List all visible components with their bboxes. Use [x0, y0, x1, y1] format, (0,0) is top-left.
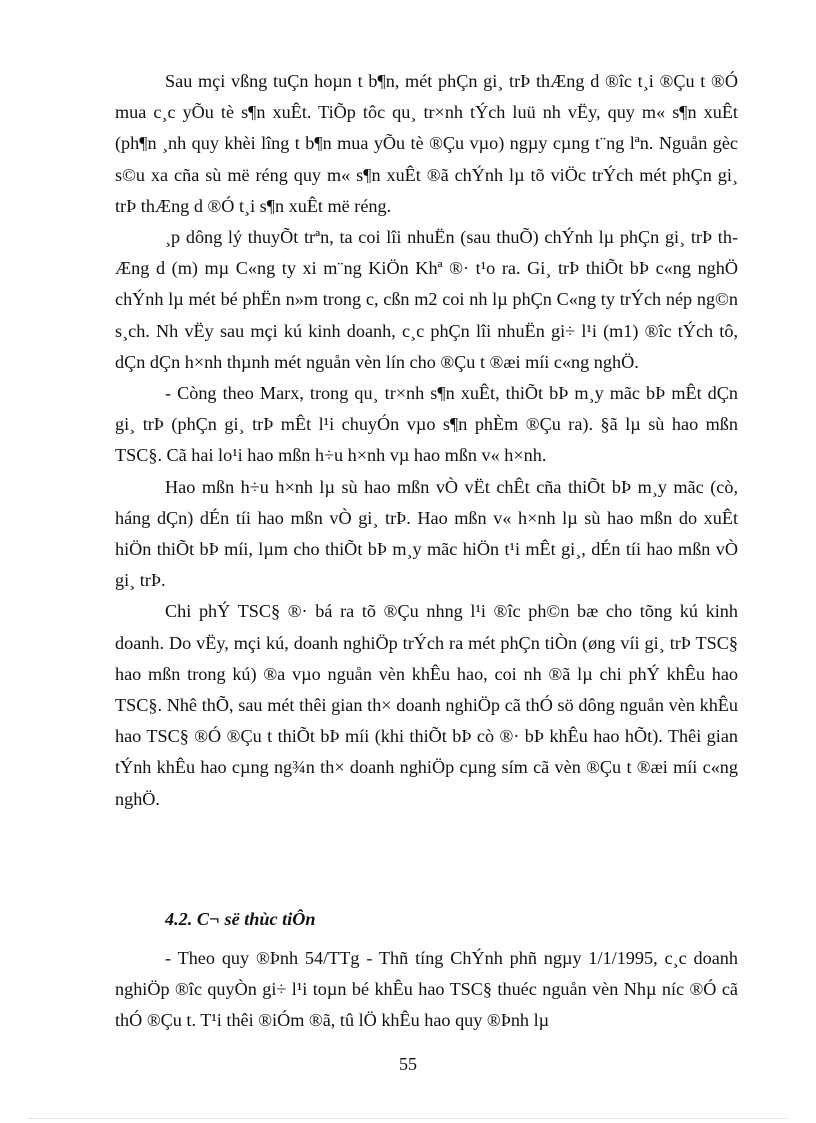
section-heading: 4.2. C¬ së thùc tiÔn — [165, 909, 316, 929]
paragraph-6: - Theo quy ®Þnh 54/TTg - Thñ tíng ChÝnh phñ ngµy 1/1/1995, c¸c doanh nghiÖp ®îc quyÒn gi÷ l¹i toµn bé khÊu hao TSC§ thuéc nguån vèn Nhµ níc ®Ó cã thÓ ®Çu t. T¹i thêi ®iÓm ®ã, tû lÖ khÊu hao quy ®Þnh lµ — [115, 948, 738, 1031]
paragraph-4: Hao mßn h÷u h×nh lµ sù hao mßn vÒ vËt chÊt cña thiÕt bÞ m¸y mãc (cò, háng dÇn) dÉn tíi hao mßn vÒ gi¸ trÞ. Hao mßn v« h×nh lµ sù hao mßn do xuÊt hiÖn thiÕt bÞ míi, lµm cho thiÕt bÞ m¸y mãc hiÖn t¹i mÊt gi¸, dÉn tíi hao mßn vÒ gi¸ trÞ. — [115, 476, 738, 591]
paragraph-1: Sau mçi vßng tuÇn hoµn t b¶n, mét phÇn gi¸ trÞ thÆng d ®îc t¸i ®Çu t ®Ó mua c¸c yÕu tè s¶n xuÊt. TiÕp tôc qu¸ tr×nh tÝch luü nh vËy, quy m« s¶n xuÊt (ph¶n ¸nh quy khèi lîng t b¶n mua yÕu tè ®Çu vµo) ngµy cµng t¨ng lªn. Nguån gèc s©u xa cña sù më réng quy m« s¶n xuÊt ®ã chÝnh lµ tõ viÖc trÝch mét phÇn gi¸ trÞ thÆng d ®Ó t¸i s¶n xuÊt më réng. — [115, 71, 738, 216]
paragraph-5: Chi phÝ TSC§ ®· bá ra tõ ®Çu nhng l¹i ®îc ph©n bæ cho tõng kú kinh doanh. Do vËy, mçi kú, doanh nghiÖp trÝch ra mét phÇn tiÒn (øng víi gi¸ trÞ TSC§ hao mßn trong kú) ®a vµo nguån vèn khÊu hao, coi nh ®ã lµ chi phÝ khÊu hao TSC§. Nhê thÕ, sau mét thêi gian th× doanh nghiÖp cã thÓ sö dông nguån vèn khÊu hao TSC§ ®Ó ®Çu t thiÕt bÞ míi (khi thiÕt bÞ cò ®· bÞ khÊu hao hÕt). Thêi gian tÝnh khÊu hao cµng ng¾n th× doanh nghiÖp cµng sím cã vèn ®Çu t ®æi míi c«ng nghÖ. — [115, 601, 738, 809]
page-border-dots — [28, 1118, 788, 1119]
body-text-continued — [115, 943, 738, 1037]
paragraph-2: ¸p dông lý thuyÕt trªn, ta coi lîi nhuËn (sau thuÕ) chÝnh lµ phÇn gi¸ trÞ thÆng d (m) mµ C«ng ty xi m¨ng KiÖn Khª ®· t¹o ra. Gi¸ trÞ thiÕt bÞ c«ng nghÖ chÝnh lµ mét bé phËn n»m trong c, cßn m2 coi nh lµ phÇn C«ng ty trÝch nép ng©n s¸ch. Nh vËy sau mçi kú kinh doanh, c¸c phÇn lîi nhuËn gi÷ l¹i (m1) ®îc tÝch tô, dÇn dÇn h×nh thµnh mét nguån vèn lín cho ®Çu t ®æi míi c«ng nghÖ. — [115, 227, 738, 372]
body-text — [115, 66, 738, 815]
page-number: 55 — [399, 1054, 417, 1074]
paragraph-3: - Còng theo Marx, trong qu¸ tr×nh s¶n xuÊt, thiÕt bÞ m¸y mãc bÞ mÊt dÇn gi¸ trÞ (phÇn gi¸ trÞ mÊt l¹i chuyÓn vµo s¶n phÈm ®Çu ra). §ã lµ sù hao mßn TSC§. Cã hai lo¹i hao mßn h÷u h×nh vµ hao mßn v« h×nh. — [115, 383, 738, 466]
